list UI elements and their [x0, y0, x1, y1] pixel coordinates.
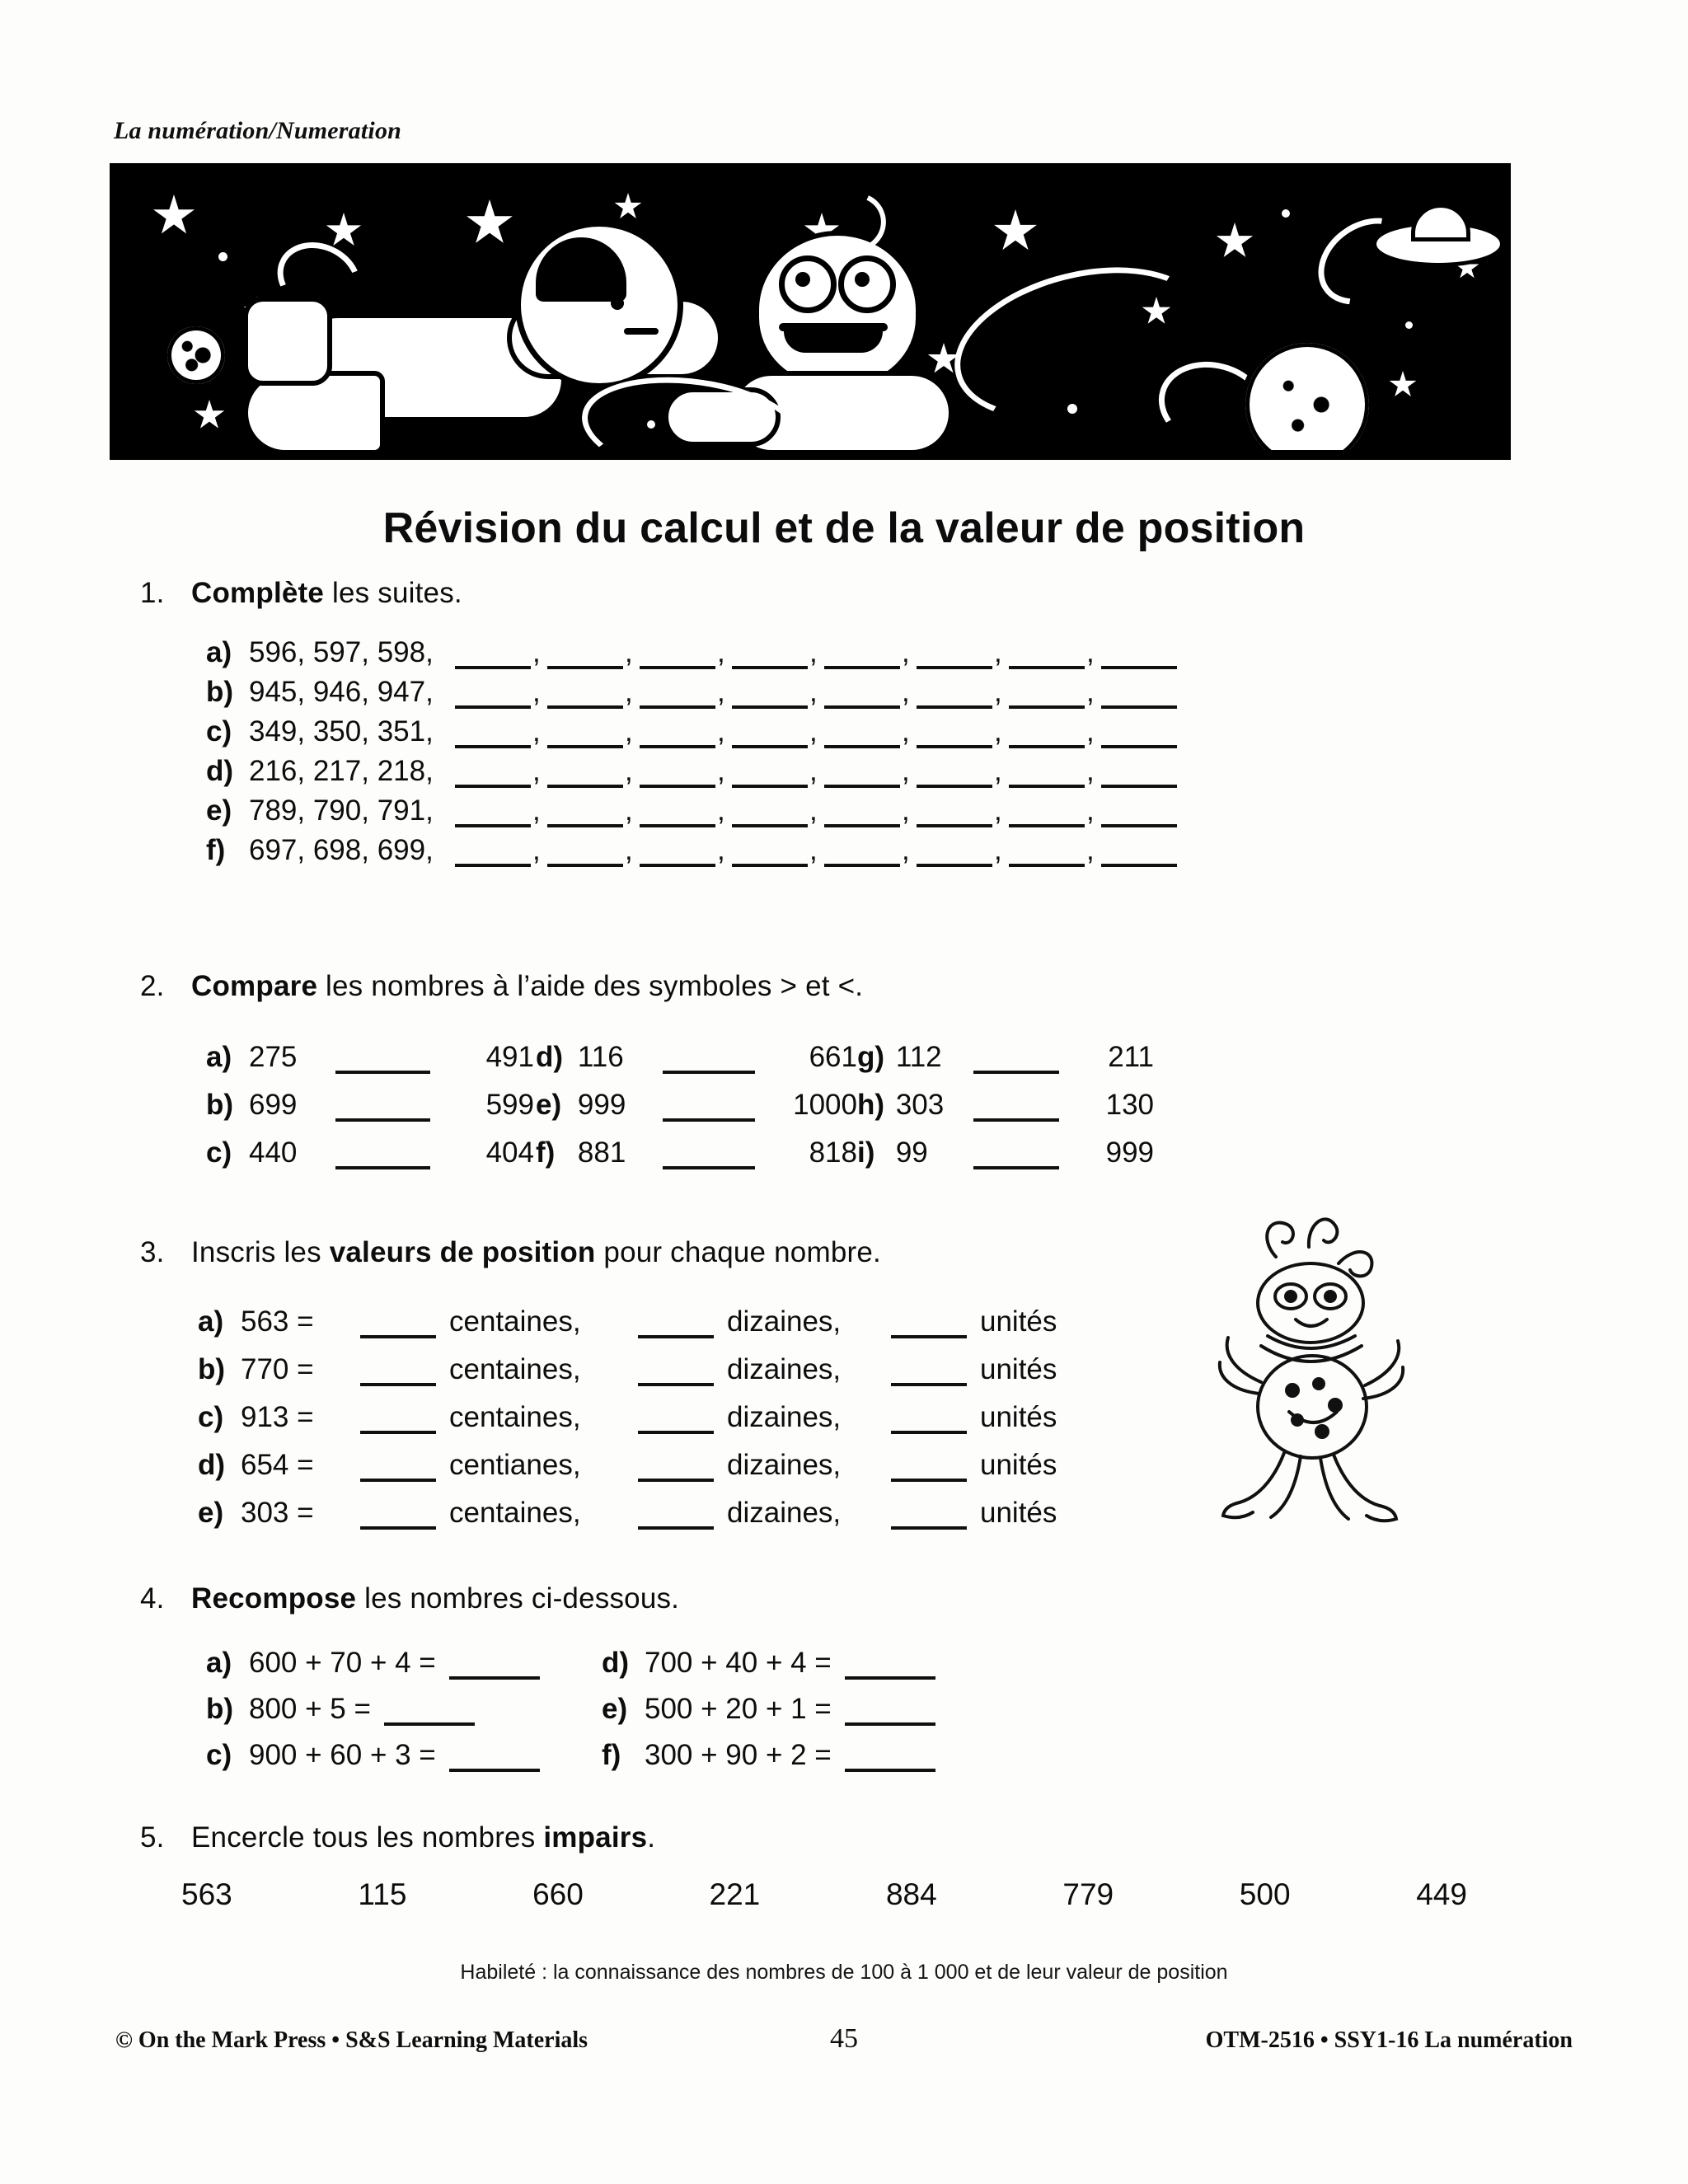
row-label: h) — [857, 1089, 885, 1121]
compare-column-3 — [857, 1026, 1154, 1169]
compare-left-number: 275 — [249, 1041, 298, 1073]
answer-blank[interactable] — [640, 641, 715, 669]
alien-mascot-illustration — [1210, 1199, 1416, 1545]
sequence-blanks: , , , , , , , — [455, 636, 1179, 669]
answer-blank[interactable] — [640, 720, 715, 748]
row-label: c) — [206, 1739, 232, 1771]
sequence-blanks: , , , , , , , — [455, 834, 1179, 867]
row-label: d) — [198, 1449, 226, 1481]
compare-right-number: 211 — [1108, 1041, 1155, 1073]
circle-number-option[interactable]: 449 — [1416, 1877, 1467, 1911]
row-label: c) — [198, 1401, 224, 1433]
answer-blank[interactable] — [1101, 681, 1177, 709]
compare-right-number: 818 — [809, 1137, 857, 1169]
answer-blank[interactable] — [1101, 799, 1177, 827]
ones-blank[interactable] — [891, 1406, 967, 1434]
tens-label: dizaines, — [727, 1305, 842, 1338]
answer-blank[interactable] — [640, 681, 715, 709]
ones-blank[interactable] — [891, 1454, 967, 1482]
compare-left-number: 999 — [577, 1089, 626, 1121]
sequence-start: 216, 217, 218, — [249, 755, 434, 787]
compare-column-2 — [536, 1026, 857, 1169]
answer-blank[interactable] — [455, 760, 531, 788]
circle-number-option[interactable]: 884 — [885, 1877, 937, 1911]
answer-blank[interactable] — [845, 1744, 935, 1772]
answer-blank[interactable] — [455, 839, 531, 867]
circle-number-option[interactable]: 563 — [181, 1877, 232, 1911]
place-value-number: 770 = — [241, 1353, 314, 1385]
answer-blank[interactable] — [1009, 760, 1085, 788]
page-title: Révision du calcul et de la valeur de position — [382, 504, 1306, 552]
answer-blank[interactable] — [1101, 720, 1177, 748]
page-kicker: La numération/Numeration — [114, 117, 402, 144]
question-3-heading — [140, 1236, 881, 1269]
sequence-blanks: , , , , , , , — [455, 676, 1179, 709]
recompose-column-right — [602, 1633, 997, 1772]
place-value-row — [198, 1434, 1068, 1482]
answer-blank[interactable] — [449, 1652, 540, 1680]
sequence-start: 596, 597, 598, — [249, 636, 434, 668]
question-5-lead: Encercle tous les nombres — [191, 1821, 544, 1854]
row-label: e) — [536, 1089, 562, 1121]
answer-blank[interactable] — [455, 641, 531, 669]
answer-blank[interactable] — [732, 641, 808, 669]
recompose-expression: 500 + 20 + 1 = — [645, 1693, 832, 1725]
tens-blank[interactable] — [638, 1310, 714, 1338]
answer-blank[interactable] — [455, 681, 531, 709]
tens-label: dizaines, — [727, 1353, 842, 1385]
compare-right-number: 599 — [485, 1089, 534, 1121]
answer-blank[interactable] — [547, 641, 623, 669]
hundreds-blank[interactable] — [360, 1502, 436, 1530]
question-1-bold-lead: Complète — [191, 577, 325, 609]
comparison-blank[interactable] — [663, 1094, 756, 1122]
question-5 — [140, 1821, 1467, 1911]
row-label: b) — [206, 1693, 234, 1725]
question-5-rest: . — [647, 1821, 656, 1854]
row-label: d) — [206, 755, 234, 787]
row-label: a) — [206, 636, 232, 668]
question-3-rows — [198, 1291, 1068, 1530]
sequence-row — [206, 827, 1179, 867]
answer-blank[interactable] — [1009, 641, 1085, 669]
answer-blank[interactable] — [640, 799, 715, 827]
answer-blank[interactable] — [917, 720, 992, 748]
row-label: g) — [857, 1041, 885, 1073]
hundreds-label: centaines, — [449, 1353, 581, 1385]
sequence-start: 349, 350, 351, — [249, 715, 434, 748]
answer-blank[interactable] — [845, 1698, 935, 1726]
recompose-expression: 300 + 90 + 2 = — [645, 1739, 832, 1771]
place-value-number: 563 = — [241, 1305, 314, 1338]
circle-number-option[interactable]: 221 — [709, 1877, 761, 1911]
question-1-heading — [140, 577, 462, 610]
recompose-row — [602, 1726, 997, 1772]
place-value-number: 303 = — [241, 1497, 314, 1529]
answer-blank[interactable] — [547, 839, 623, 867]
recompose-row — [206, 1680, 602, 1726]
compare-row — [857, 1122, 1154, 1169]
row-label: e) — [602, 1693, 628, 1725]
tens-label: dizaines, — [727, 1401, 842, 1433]
compare-row — [857, 1074, 1154, 1122]
compare-right-number: 491 — [485, 1041, 534, 1073]
compare-row — [206, 1122, 536, 1169]
sequence-row — [206, 788, 1179, 827]
sequence-blanks: , , , , , , , — [455, 715, 1179, 748]
recompose-expression: 700 + 40 + 4 = — [645, 1647, 832, 1679]
circle-number-option[interactable]: 500 — [1239, 1877, 1291, 1911]
answer-blank[interactable] — [732, 760, 808, 788]
compare-left-number: 112 — [895, 1041, 942, 1073]
tens-blank[interactable] — [638, 1502, 714, 1530]
question-2 — [140, 970, 1155, 1169]
comparison-blank[interactable] — [973, 1141, 1059, 1169]
hundreds-blank[interactable] — [360, 1454, 436, 1482]
answer-blank[interactable] — [824, 799, 900, 827]
ones-blank[interactable] — [891, 1502, 967, 1530]
hundreds-label: centaines, — [449, 1305, 581, 1338]
answer-blank[interactable] — [917, 681, 992, 709]
tens-label: dizaines, — [727, 1449, 842, 1481]
answer-blank[interactable] — [547, 681, 623, 709]
comparison-blank[interactable] — [973, 1046, 1059, 1074]
compare-left-number: 440 — [249, 1137, 298, 1169]
sequence-row — [206, 669, 1179, 709]
answer-blank[interactable] — [917, 760, 992, 788]
question-5-number: 5. — [140, 1821, 165, 1854]
comparison-blank[interactable] — [973, 1094, 1059, 1122]
sequence-blanks: , , , , , , , — [455, 794, 1179, 827]
answer-blank[interactable] — [845, 1652, 935, 1680]
circle-number-option[interactable]: 779 — [1062, 1877, 1114, 1911]
answer-blank[interactable] — [824, 720, 900, 748]
ones-blank[interactable] — [891, 1310, 967, 1338]
comparison-blank[interactable] — [335, 1046, 430, 1074]
question-5-number-list — [181, 1877, 1467, 1912]
compare-left-number: 116 — [577, 1041, 624, 1073]
recompose-row — [602, 1680, 997, 1726]
banner-artwork — [120, 173, 1501, 450]
row-label: a) — [206, 1647, 232, 1679]
circle-number-option[interactable]: 115 — [358, 1877, 407, 1911]
compare-left-number: 99 — [895, 1137, 928, 1169]
answer-blank[interactable] — [1101, 760, 1177, 788]
sequence-start: 789, 790, 791, — [249, 794, 434, 827]
answer-blank[interactable] — [824, 641, 900, 669]
row-label: d) — [602, 1647, 630, 1679]
compare-row — [857, 1026, 1154, 1074]
compare-row — [536, 1074, 857, 1122]
question-4-number: 4. — [140, 1582, 165, 1615]
page-number: 45 — [830, 2023, 858, 2054]
ones-label: unités — [980, 1497, 1057, 1529]
recompose-expression: 900 + 60 + 3 = — [249, 1739, 436, 1771]
compare-column-1 — [206, 1026, 536, 1169]
row-label: a) — [206, 1041, 232, 1073]
answer-blank[interactable] — [824, 839, 900, 867]
place-value-row — [198, 1291, 1068, 1338]
row-label: e) — [198, 1497, 224, 1529]
hundreds-blank[interactable] — [360, 1358, 436, 1386]
answer-blank[interactable] — [1009, 720, 1085, 748]
recompose-column-left — [206, 1633, 602, 1772]
answer-blank[interactable] — [547, 799, 623, 827]
footer-product-code: OTM-2516 • SSY1-16 La numération — [1205, 2027, 1573, 2053]
question-4-rest: les nombres ci-dessous. — [356, 1582, 680, 1615]
sequence-row — [206, 630, 1179, 669]
recompose-row — [206, 1726, 602, 1772]
compare-row — [536, 1122, 857, 1169]
question-4-heading — [140, 1582, 679, 1615]
tens-blank[interactable] — [638, 1454, 714, 1482]
question-1-rest: les suites. — [324, 577, 462, 609]
question-4-grid — [206, 1633, 997, 1772]
sequence-start: 945, 946, 947, — [249, 676, 434, 708]
row-label: c) — [206, 715, 232, 748]
answer-blank[interactable] — [917, 799, 992, 827]
answer-blank[interactable] — [1009, 681, 1085, 709]
hundreds-blank[interactable] — [360, 1310, 436, 1338]
row-label: i) — [857, 1137, 875, 1169]
answer-blank[interactable] — [917, 641, 992, 669]
skill-note: Habileté : la connaissance des nombres de 100 à 1 000 et de leur valeur de position — [460, 1961, 1228, 1984]
comparison-blank[interactable] — [663, 1046, 756, 1074]
compare-row — [536, 1026, 857, 1074]
answer-blank[interactable] — [732, 839, 808, 867]
comparison-blank[interactable] — [663, 1141, 756, 1169]
answer-blank[interactable] — [732, 799, 808, 827]
hundreds-label: centianes, — [449, 1449, 581, 1481]
row-label: f) — [206, 834, 226, 866]
answer-blank[interactable] — [455, 799, 531, 827]
tens-label: dizaines, — [727, 1497, 842, 1529]
answer-blank[interactable] — [917, 839, 992, 867]
hundreds-label: centaines, — [449, 1497, 581, 1529]
comparison-blank[interactable] — [335, 1094, 430, 1122]
answer-blank[interactable] — [1101, 641, 1177, 669]
row-label: b) — [206, 1089, 234, 1121]
place-value-row — [198, 1482, 1068, 1530]
answer-blank[interactable] — [449, 1744, 540, 1772]
compare-right-number: 130 — [1105, 1089, 1155, 1121]
recompose-row — [602, 1633, 997, 1680]
sequence-row — [206, 709, 1179, 748]
question-2-bold-lead: Compare — [191, 970, 318, 1002]
question-2-heading — [140, 970, 863, 1003]
ones-label: unités — [980, 1353, 1057, 1385]
place-value-row — [198, 1386, 1068, 1434]
question-2-number: 2. — [140, 970, 165, 1002]
question-1-rows — [206, 630, 1179, 867]
row-label: d) — [536, 1041, 564, 1073]
answer-blank[interactable] — [1009, 799, 1085, 827]
compare-left-number: 699 — [249, 1089, 298, 1121]
answer-blank[interactable] — [547, 760, 623, 788]
row-label: f) — [536, 1137, 556, 1169]
compare-right-number: 404 — [485, 1137, 534, 1169]
compare-left-number: 303 — [895, 1089, 945, 1121]
tens-blank[interactable] — [638, 1406, 714, 1434]
place-value-number: 654 = — [241, 1449, 314, 1481]
question-1 — [140, 577, 1095, 866]
question-2-grid — [206, 1026, 1154, 1169]
comparison-blank[interactable] — [335, 1141, 430, 1169]
recompose-expression: 600 + 70 + 4 = — [249, 1647, 436, 1679]
footer-publisher: © On the Mark Press • S&S Learning Materials — [115, 2027, 588, 2053]
row-label: a) — [198, 1305, 224, 1338]
question-4-bold-lead: Recompose — [191, 1582, 357, 1615]
row-label: e) — [206, 794, 232, 827]
hundreds-blank[interactable] — [360, 1406, 436, 1434]
answer-blank[interactable] — [547, 720, 623, 748]
sequence-start: 697, 698, 699, — [249, 834, 434, 866]
alien-mascot-icon — [1210, 1199, 1416, 1545]
sequence-blanks: , , , , , , , — [455, 755, 1179, 788]
answer-blank[interactable] — [732, 720, 808, 748]
answer-blank[interactable] — [455, 720, 531, 748]
place-value-number: 913 = — [241, 1401, 314, 1433]
recompose-expression: 800 + 5 = — [249, 1693, 371, 1725]
compare-right-number: 661 — [809, 1041, 857, 1073]
circle-number-option[interactable]: 660 — [532, 1877, 584, 1911]
ones-label: unités — [980, 1401, 1057, 1433]
question-4 — [140, 1582, 832, 1771]
sequence-row — [206, 748, 1179, 788]
row-label: b) — [198, 1353, 226, 1385]
question-2-rest: les nombres à l’aide des symboles > et <. — [317, 970, 864, 1002]
row-label: c) — [206, 1137, 232, 1169]
space-banner-illustration — [110, 163, 1511, 460]
question-3-bold-mid: valeurs de position — [329, 1236, 596, 1268]
tens-blank[interactable] — [638, 1358, 714, 1386]
ones-blank[interactable] — [891, 1358, 967, 1386]
compare-left-number: 881 — [577, 1137, 626, 1169]
question-5-bold-mid: impairs — [543, 1821, 648, 1854]
question-3 — [140, 1236, 1057, 1529]
question-3-number: 3. — [140, 1236, 165, 1268]
compare-row — [206, 1026, 536, 1074]
row-label: f) — [602, 1739, 621, 1771]
row-label: b) — [206, 676, 234, 708]
compare-row — [206, 1074, 536, 1122]
answer-blank[interactable] — [1009, 839, 1085, 867]
question-3-lead: Inscris les — [191, 1236, 330, 1268]
answer-blank[interactable] — [824, 760, 900, 788]
answer-blank[interactable] — [732, 681, 808, 709]
question-5-heading — [140, 1821, 655, 1854]
ones-label: unités — [980, 1449, 1057, 1481]
answer-blank[interactable] — [640, 839, 715, 867]
place-value-row — [198, 1338, 1068, 1386]
question-1-number: 1. — [140, 577, 165, 609]
hundreds-label: centaines, — [449, 1401, 581, 1433]
answer-blank[interactable] — [384, 1698, 475, 1726]
compare-right-number: 999 — [1105, 1137, 1155, 1169]
answer-blank[interactable] — [640, 760, 715, 788]
compare-right-number: 1000 — [793, 1089, 857, 1121]
answer-blank[interactable] — [1101, 839, 1177, 867]
ones-label: unités — [980, 1305, 1057, 1338]
question-3-rest: pour chaque nombre. — [595, 1236, 881, 1268]
recompose-row — [206, 1633, 602, 1680]
answer-blank[interactable] — [824, 681, 900, 709]
